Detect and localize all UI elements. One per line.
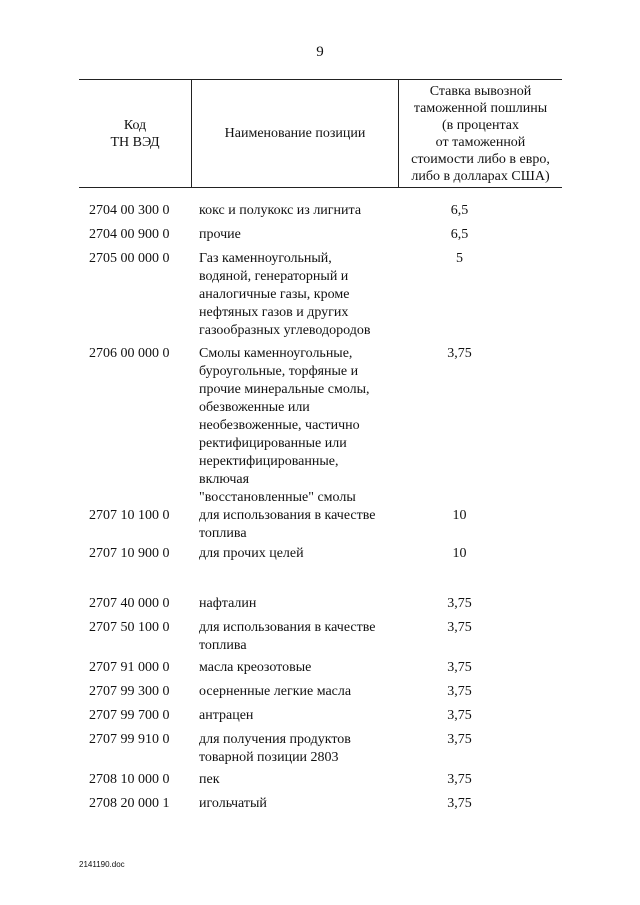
table-row [79,595,562,613]
table-row [79,545,562,563]
row-name: для использования в качестве топлива [199,620,376,653]
row-name: Смолы каменноугольные, буроугольные, торфяные и прочие минеральные смолы, обезвоженные или необезвоженные, частично ректифицированные или неректифицированные, включая "восстановленные" смолы [199,346,370,505]
row-code: 2707 10 100 0 [89,508,170,523]
document-filename: 2141190.doc [79,860,125,869]
row-code: 2707 40 000 0 [89,596,170,611]
row-rate: 3,75 [447,596,472,611]
page-number: 9 [316,44,324,60]
row-code: 2704 00 300 0 [89,203,170,218]
row-code: 2704 00 900 0 [89,227,170,242]
table-row [79,202,562,220]
table-row [79,250,562,340]
row-name: масла креозотовые [199,660,312,675]
table-row [79,683,562,701]
row-name: прочие [199,227,241,242]
row-code: 2707 10 900 0 [89,546,170,561]
row-rate: 6,5 [450,203,469,218]
row-code: 2707 50 100 0 [89,620,170,635]
row-name: для получения продуктов товарной позиции 2803 [199,732,351,765]
row-rate: 3,75 [447,708,472,723]
row-name: для использования в качестве топлива [199,508,376,541]
table-row [79,731,562,767]
table-row [79,707,562,725]
row-rate: 5 [456,251,463,266]
header-code: Код ТН ВЭД [79,80,192,187]
table-header [79,79,562,188]
table-row [79,795,562,813]
row-name: кокс и полукокс из лигнита [199,203,362,218]
row-code: 2707 99 700 0 [89,708,170,723]
header-rate: Ставка вывозной таможенной пошлины (в процентах от таможенной стоимости либо в евро, либо в долларах США) [411,83,550,184]
table-row [79,771,562,789]
row-rate: 6,5 [450,227,469,242]
table-row [79,659,562,677]
row-name: игольчатый [199,796,267,811]
row-code: 2705 00 000 0 [89,251,170,266]
row-name: антрацен [199,708,254,723]
row-code: 2708 10 000 0 [89,772,170,787]
row-rate: 3,75 [447,796,472,811]
table-row [79,507,562,543]
header-name: Наименование позиции [192,80,399,187]
row-rate: 3,75 [447,346,472,361]
row-rate: 10 [452,508,467,523]
row-name: осерненные легкие масла [199,684,352,699]
row-rate: 3,75 [447,684,472,699]
table-row [79,345,562,507]
row-code: 2707 99 910 0 [89,732,170,747]
row-name: для прочих целей [199,546,304,561]
table-row [79,226,562,244]
row-rate: 3,75 [447,660,472,675]
row-rate: 10 [452,546,467,561]
row-rate: 3,75 [447,620,472,635]
row-code: 2706 00 000 0 [89,346,170,361]
row-name: Газ каменноугольный, водяной, генераторный и аналогичные газы, кроме нефтяных газов и других газообразных углеводородов [199,251,371,338]
row-rate: 3,75 [447,732,472,747]
row-code: 2707 91 000 0 [89,660,170,675]
row-code: 2708 20 000 1 [89,796,170,811]
row-name: пек [199,772,220,787]
row-name: нафталин [199,596,257,611]
row-code: 2707 99 300 0 [89,684,170,699]
row-rate: 3,75 [447,772,472,787]
table-row [79,619,562,655]
